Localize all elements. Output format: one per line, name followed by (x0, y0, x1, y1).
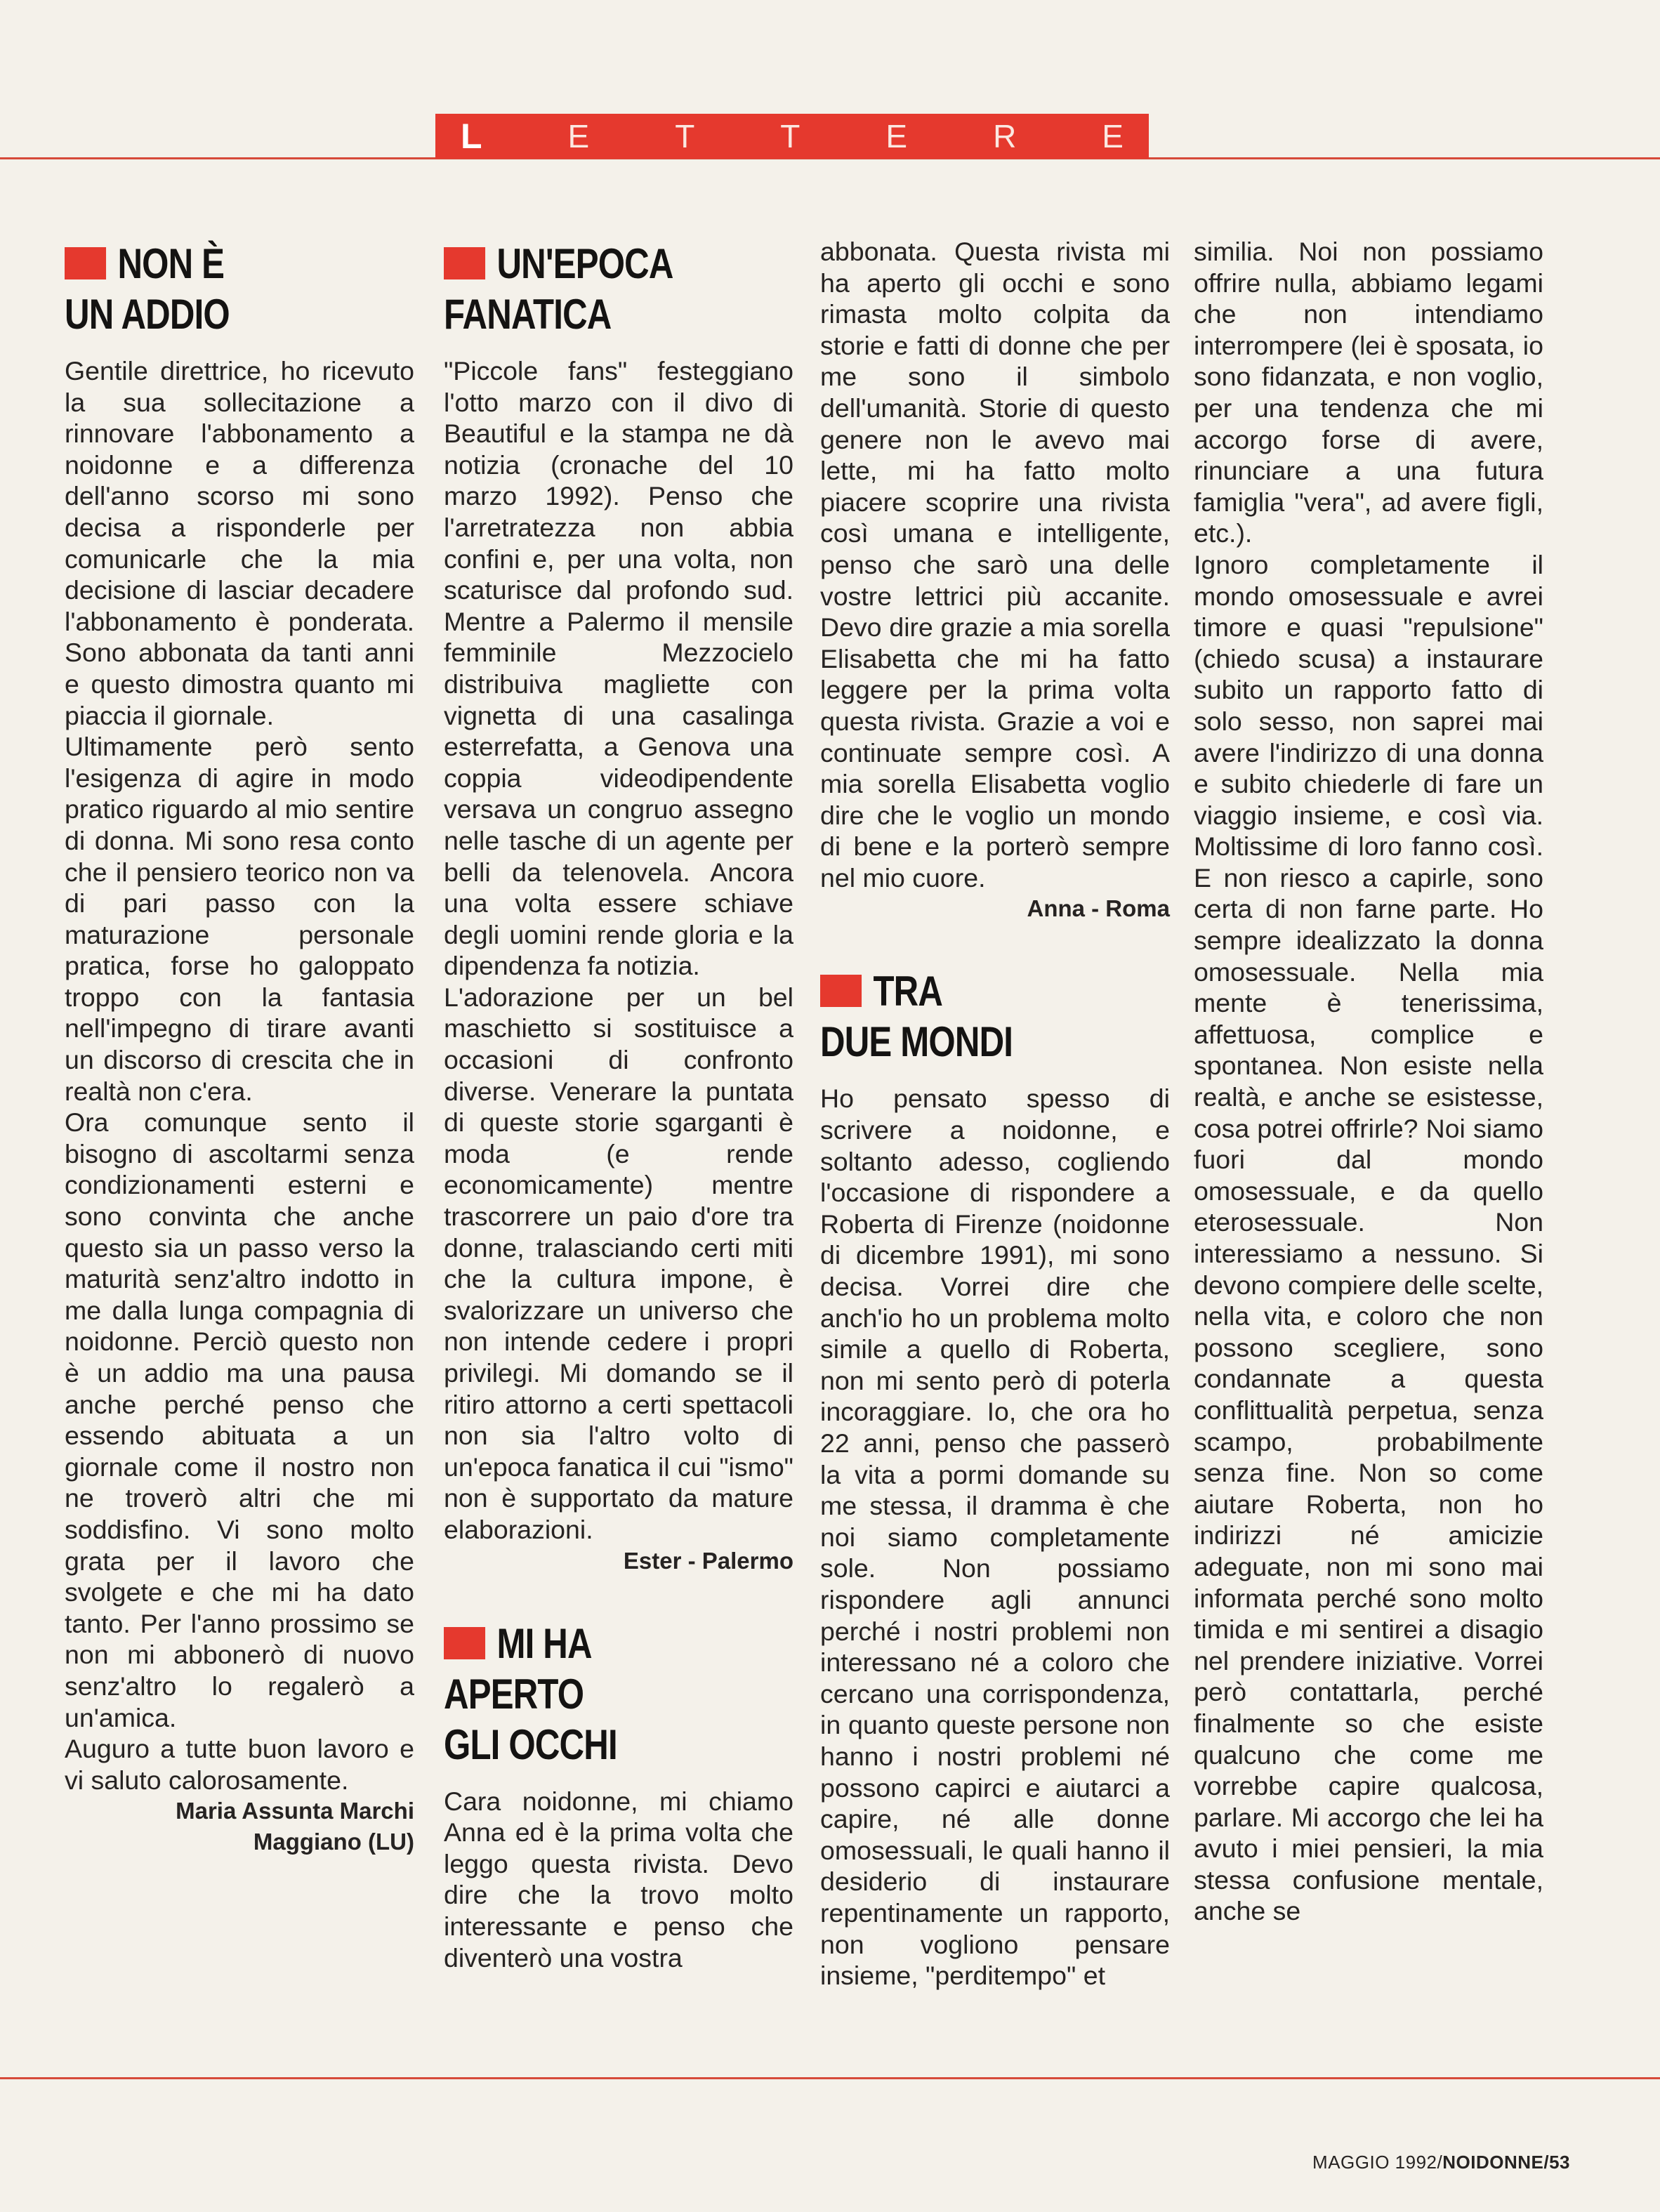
banner-letter: E (1102, 118, 1124, 154)
letter-signature: Maria Assunta Marchi (176, 1798, 414, 1824)
column-2 (444, 239, 793, 1973)
letter-paragraph: Ora comunque sento il bisogno di ascoltarmi senza condizionamenti esterni e sono convinta che anche questo sia un passo verso la maturità senz'altro indotto in me dalla lunga compagnia di noidonne. Perciò questo non è un addio ma una pausa anche perché penso che essendo abituata a un giornale come il nostro non ne troverò altri che mi soddisfino. Vi sono molto grata per il lavoro che svolgete e che mi ha dato tanto. Per l'anno prossimo se non mi abbonerò di nuovo senz'altro lo regalerò a un'amica. (65, 1107, 414, 1732)
letter-paragraph: Gentile direttrice, ho ricevuto la sua sollecitazione a rinnovare l'abbonamento a noidonne e a differenza dell'anno scorso mi sono decisa a risponderle per comunicarle che la mia decisione di lasciar decadere l'abbonamento è ponderata. Sono abbonata da tanti anni e questo dimostra quanto mi piaccia il giornale. (65, 356, 414, 730)
letter-paragraph: Ho pensato spesso di scrivere a noidonne, e soltanto adesso, cogliendo l'occasione di rispondere a Roberta di Firenze (noidonne di dicembre 1991), mi sono decisa. Vorrei dire che anch'io ho un problema molto simile a quello di Roberta, non mi sento però di poterla incoraggiare. Io, che ora ho 22 anni, penso che passerò la vita a pormi domande su me stessa, il dramma è che noi siamo completamente sole. Non possiamo rispondere agli annunci perché i nostri problemi non interessano né a coloro che cercano una corrispondenza, in quanto queste persone non hanno i nostri problemi né possono capirci e aiutarci a capire, né alle donne omosessuali, le quali hanno il desiderio di instaurare repentinamente un rapporto, non vogliono pensare insieme, "perditempo" et (820, 1084, 1170, 1991)
letter-title: MI HA APERTO GLI OCCHI (444, 1619, 617, 1768)
letter-paragraph: L'adorazione per un bel maschietto si sostituisce a occasioni di confronto diverse. Venerare la puntata di queste storie sgarganti è moda (e rende economicamente) mentre trascorrere un paio d'ore tra donne, tralasciando certi miti che la cultura impone, è svalorizzare un universo che non intende cedere i propri privilegi. Mi domando se il ritiro attorno a certi spettacoli non sia l'altro volto di un'epoca fanatica il cui "ismo" non è supportato da mature elaborazioni. (444, 982, 793, 1544)
letter-title: NON È UN ADDIO (65, 240, 230, 338)
banner-letter: L (461, 117, 482, 156)
letter-signature: Maggiano (LU) (253, 1829, 414, 1855)
letter-paragraph: Ultimamente però sento l'esigenza di agire in modo pratico riguardo al mio sentire di donna. Mi sono resa conto che il pensiero teorico non va di pari passo con la maturazione personale pratica, forse ho galoppato troppo con la fantasia nell'impegno di tirare avanti un discorso di crescita che in realtà non c'era. (65, 732, 414, 1106)
title-marker-icon (820, 975, 862, 1007)
banner-letter: E (567, 118, 590, 154)
column-1 (65, 239, 414, 1857)
letter-paragraph-continued: abbonata. Questa rivista mi ha aperto gli occhi e sono rimasta molto colpita da storie e fatti di donne che per me sono il simbolo dell'umanità. Storie di questo genere non le avevo mai lette, mi ha fatto molto piacere scoprire una rivista così umana e intelligente, penso che sarò una delle vostre lettrici più accanite. Devo dire grazie a mia sorella Elisabetta che mi ha fatto leggere per la prima volta questa rivista. Grazie a voi e continuate sempre così. A mia sorella Elisabetta voglio dire che le voglio un mondo di bene e la porterò sempre nel mio cuore. (820, 237, 1170, 893)
banner-letter: T (780, 118, 801, 154)
letter-signature: Anna - Roma (1027, 895, 1170, 922)
letter-paragraph: Auguro a tutte buon lavoro e vi saluto calorosamente. (65, 1734, 414, 1795)
letter-signature: Ester - Palermo (623, 1547, 793, 1574)
letter-title: TRA DUE MONDI (820, 968, 1013, 1066)
title-marker-icon (444, 247, 485, 279)
title-marker-icon (65, 247, 106, 279)
banner-letter: E (885, 118, 908, 154)
banner-letter: T (675, 118, 695, 154)
column-3 (820, 236, 1170, 1992)
letter-paragraph: "Piccole fans" festeggiano l'otto marzo con il divo di Beautiful e la stampa ne dà notizia (cronache del 10 marzo 1992). Penso che l'arretratezza non abbia confini e, per una volta, non scaturisce dal profondo sud. Mentre a Palermo il mensile femminile Mezzocielo distribuiva magliette con vignetta di una casalinga esterrefatta, a Genova una coppia videodipendente versava un congruo assegno nelle tasche di un agente per belli da telenovela. Ancora una volta essere schiave degli uomini rende gloria e la dipendenza fa notizia. (444, 356, 793, 981)
banner-letter: R (993, 118, 1017, 154)
page-footer: MAGGIO 1992/NOIDONNE/53 (1312, 2152, 1570, 2173)
letter-title: UN'EPOCA FANATICA (444, 240, 673, 338)
letter-paragraph: Cara noidonne, mi chiamo Anna ed è la prima volta che leggo questa rivista. Devo dire che la trovo molto interessante e penso che diventerò una vostra (444, 1786, 793, 1973)
title-marker-icon (444, 1627, 485, 1659)
footer-rule (0, 2077, 1660, 2079)
letter-paragraph: Ignoro completamente il mondo omosessuale e avrei timore e quasi "repulsione" (chiedo scusa) a instaurare subito un rapporto fatto di solo sesso, non saprei mai avere l'indirizzo di una donna e subito chiederle di fare un viaggio insieme, e così via. Moltissime di loro fanno così. E non riesco a capirle, sono certa di non farne parte. Ho sempre idealizzato la donna omosessuale. Nella mia mente è tenerissima, affettuosa, complice e spontanea. Non esiste nella realtà, e anche se esistesse, cosa potrei offrirle? Noi siamo fuori dal mondo omosessuale, e da quello eterosessuale. Non interessiamo a nessuno. Si devono compiere delle scelte, nella vita, e coloro che non possono scegliere, sono condannate a questa conflittualità perpetua, senza scampo, probabilmente senza fine. Non so come aiutare Roberta, non ho indirizzi né amicizie adeguate, non mi sono mai informata perché sono molto timida e mi sentirei a disagio nel prendere iniziative. Vorrei però contattarla, perché finalmente so che esiste qualcuno che come me vorrebbe capire qualcosa, parlare. Mi accorgo che lei ha avuto i miei pensieri, la mia stessa confusione mentale, anche se (1194, 549, 1543, 1926)
column-4 (1194, 236, 1543, 1927)
letter-paragraph-continued: similia. Noi non possiamo offrire nulla, abbiamo legami che non intendiamo interrompere (lei è sposata, io sono fidanzata, e non voglio, per una tendenza che mi accorgo forse di avere, rinunciare a una futura famiglia "vera", ad avere figli, etc.). (1194, 237, 1543, 548)
section-banner (435, 114, 1149, 159)
